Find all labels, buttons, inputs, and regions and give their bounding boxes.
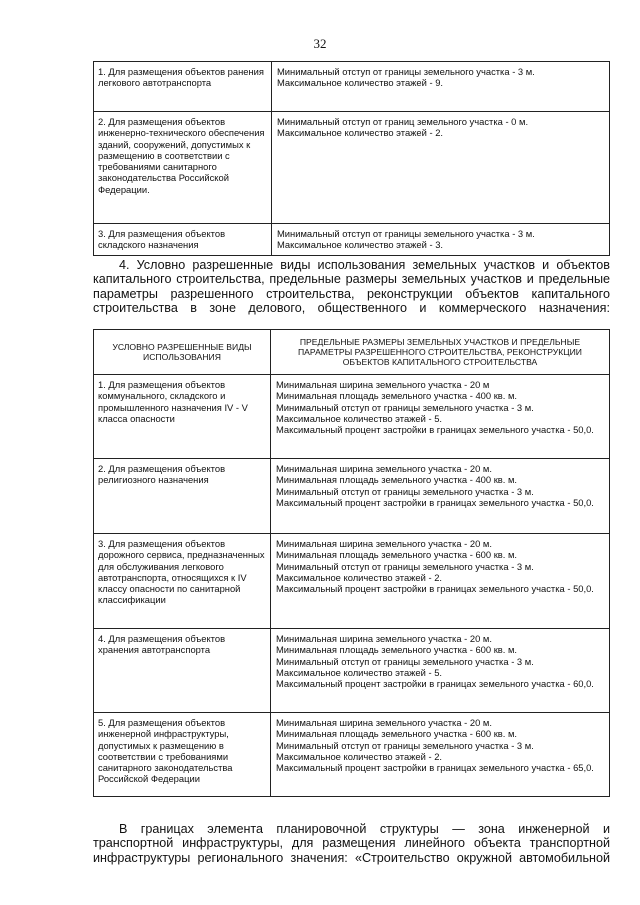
param-line: Максимальное количество этажей - 2.	[276, 750, 443, 762]
engineering-zone-paragraph	[93, 822, 610, 865]
conditional-uses-table	[93, 329, 610, 797]
use-cell: 1. Для размещения объектов ранения легкового автотранспорта	[94, 62, 272, 112]
param-line: Минимальный отступ от границы земельного участка - 3 м.	[277, 228, 535, 239]
engineering-zone-text: В границах элемента планировочной структуры — зона инженерной и транспортной инфраструктуры, для размещения линейного объекта транспортной инфраструктуры регионального значения: «Строительство окружной автомобильной	[93, 822, 610, 865]
param-line: Максимальное количество этажей - 5.	[276, 412, 443, 424]
params-cell	[271, 375, 610, 459]
param-line: Максимальный процент застройки в границах земельного участка - 50,0.	[276, 496, 594, 508]
use-cell: 5. Для размещения объектов инженерной инфраструктуры, допустимых к размещению в соответствии с требованиями санитарного законодательства Российской Федерации	[94, 713, 271, 797]
param-line: Минимальная площадь земельного участка - 400 кв. м.	[276, 390, 518, 402]
params-cell	[272, 224, 610, 256]
table-header-row	[94, 330, 610, 375]
param-line: Минимальный отступ от границы земельного участка - 3 м.	[276, 739, 534, 751]
params-cell	[271, 629, 610, 713]
header-params: ПРЕДЕЛЬНЫЕ РАЗМЕРЫ ЗЕМЕЛЬНЫХ УЧАСТКОВ И ПРЕДЕЛЬНЫЕ ПАРАМЕТРЫ РАЗРЕШЕННОГО СТРОИТЕЛЬСТВА, РЕКОНСТРУКЦИИ ОБЪЕКТОВ КАПИТАЛЬНОГО СТРОИТЕЛЬСТВА	[271, 330, 610, 375]
use-cell: 3. Для размещения объектов дорожного сервиса, предназначенных для обслуживания легкового автотранспорта, относящихся к IV классу опасности по санитарной классификации	[94, 534, 271, 629]
table-row	[94, 375, 610, 459]
use-cell: 4. Для размещения объектов хранения автотранспорта	[94, 629, 271, 713]
params-cell	[272, 62, 610, 112]
param-line: Максимальное количество этажей - 2.	[276, 571, 443, 583]
param-line: Минимальная площадь земельного участка - 600 кв. м.	[276, 644, 518, 656]
param-line: Минимальная площадь земельного участка - 600 кв. м.	[276, 728, 518, 740]
use-cell: 2. Для размещения объектов инженерно-технического обеспечения зданий, сооружений, допустимых к размещению в соответствии с требованиями санитарного законодательства Российской Федерации.	[94, 112, 272, 224]
param-line: Максимальное количество этажей - 2.	[277, 127, 444, 139]
param-line: Минимальная площадь земельного участка - 400 кв. м.	[276, 474, 518, 486]
table-row	[94, 713, 610, 797]
table-row	[94, 62, 610, 112]
permitted-uses-table	[93, 61, 610, 256]
section-4-text: 4. Условно разрешенные виды использования земельных участков и объектов капитального строительства, предельные размеры земельных участков и предельные параметры разрешенного строительства, реконструкции объектов капитального строительства в зоне делового, общественного и коммерческого назначения:	[93, 258, 610, 316]
table-row	[94, 534, 610, 629]
section-4-paragraph	[93, 258, 610, 316]
param-line: Минимальный отступ от границ земельного участка - 0 м.	[277, 116, 529, 127]
param-line: Максимальное количество этажей - 3.	[277, 239, 444, 251]
use-cell: 1. Для размещения объектов коммунального, складского и промышленного назначения IV - V класса опасности	[94, 375, 271, 459]
param-line: Максимальный процент застройки в границах земельного участка - 60,0.	[276, 678, 594, 690]
params-cell	[272, 112, 610, 224]
param-line: Минимальная ширина земельного участка - 20 м.	[276, 717, 492, 728]
params-cell	[271, 459, 610, 534]
table-row	[94, 224, 610, 256]
use-cell: 2. Для размещения объектов религиозного назначения	[94, 459, 271, 534]
param-line: Минимальная ширина земельного участка - 20 м.	[276, 538, 492, 549]
table-row	[94, 629, 610, 713]
param-line: Минимальная ширина земельного участка - 20 м.	[276, 633, 492, 644]
params-cell	[271, 713, 610, 797]
use-cell: 3. Для размещения объектов складского назначения	[94, 224, 272, 256]
params-cell	[271, 534, 610, 629]
param-line: Минимальная ширина земельного участка - 20 м	[276, 379, 490, 390]
table-row	[94, 112, 610, 224]
param-line: Минимальный отступ от границы земельного участка - 3 м.	[276, 401, 534, 413]
param-line: Максимальный процент застройки в границах земельного участка - 50,0.	[276, 583, 594, 595]
param-line: Максимальный процент застройки в границах земельного участка - 65,0.	[276, 762, 594, 774]
param-line: Максимальный процент застройки в границах земельного участка - 50,0.	[276, 424, 594, 436]
param-line: Минимальный отступ от границы земельного участка - 3 м.	[276, 485, 534, 497]
header-uses: УСЛОВНО РАЗРЕШЕННЫЕ ВИДЫ ИСПОЛЬЗОВАНИЯ	[94, 330, 271, 375]
table-row	[94, 459, 610, 534]
param-line: Максимальное количество этажей - 5.	[276, 666, 443, 678]
param-line: Минимальная ширина земельного участка - 20 м.	[276, 463, 492, 474]
param-line: Минимальная площадь земельного участка - 600 кв. м.	[276, 549, 518, 561]
page-number: 32	[313, 36, 327, 51]
param-line: Максимальное количество этажей - 9.	[277, 77, 444, 89]
param-line: Минимальный отступ от границы земельного участка - 3 м.	[277, 66, 535, 77]
param-line: Минимальный отступ от границы земельного участка - 3 м.	[276, 655, 534, 667]
param-line: Минимальный отступ от границы земельного участка - 3 м.	[276, 560, 534, 572]
